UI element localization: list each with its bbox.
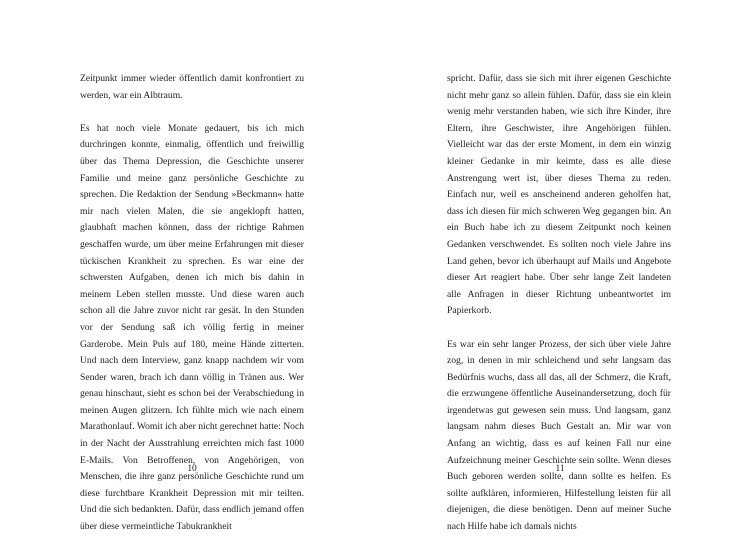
right-page: [375, 0, 750, 533]
right-paragraph-2: Es war ein sehr langer Prozess, der sich über viele Jahre zog, in denen in mir schleichend und sehr langsam das Bedürfnis wuchs, dass all das, all der Schmerz, die Kraft, die erzwungene öffentliche Auseinandersetzung, doch für irgendetwas gut gewesen sein muss. Und langsam, ganz langsam nahm dieses Buch Gestalt an. Mir war von Anfang an wichtig, dass es auf keinen Fall nur eine Aufzeichnung meiner Geschichte sein sollte. Wenn dieses Buch geboren werden sollte, dann sollte es helfen. Es sollte aufklären, informieren, Hilfestellung leisten für all diejenigen, die diese benötigen. Denn auf meiner Suche nach Hilfe habe ich damals nichts: [447, 338, 671, 533]
left-paragraph-1: Zeitpunkt immer wieder öffentlich damit konfrontiert zu werden, war ein Albtraum.: [80, 73, 304, 101]
left-paragraph-2: Es hat noch viele Monate gedauert, bis ich mich durchringen konnte, einmalig, öffentlich und freiwillig über das Thema Depression, die Geschichte unserer Familie und meine ganz persönliche Geschichte zu sprechen. Die Redaktion der Sendung »Beckmann« hatte mir nach vielen Malen, die sie angeklopft hatten, glaubhaft machen können, dass der richtige Rahmen geschaffen wurde, um über meine Erfahrungen mit dieser tückischen Krankheit zu sprechen. Es war eine der schwersten Aufgaben, denen ich mich bis dahin in meinem Leben stellen musste. Und diese waren auch schon all die Jahre zuvor nicht rar gesät. In den Stunden vor der Sendung saß ich völlig fertig in meiner Garderobe. Mein Puls auf 180, meine Hände zitterten. Und nach dem Interview, ganz knapp nachdem wir vom Sender waren, brach ich dann völlig in Tränen aus. Wer genau hinschaut, sieht es schon bei der Verabschiedung in meinen Augen glitzern. Ich fühlte mich wie nach einem Marathonlauf. Womit ich aber nicht gerechnet hatte: Noch in der Nacht der Ausstrahlung erreichten mich fast 1000 E-Mails. Von Betroffenen, von Angehörigen, von Menschen, die ihre ganz persönliche Geschichte rund um diese furchtbare Krankheit Depression mit mir teilten. Und die sich bedankten. Dafür, dass endlich jemand offen über diese vermeintliche Tabukrankheit: [80, 122, 304, 533]
right-paragraph-1: spricht. Dafür, dass sie sich mit ihrer eigenen Geschichte nicht mehr ganz so allein fühlen. Dafür, dass sie ein klein wenig mehr verstanden haben, wie sich ihre Kinder, ihre Eltern, ihre Geschwister, ihre Angehörigen fühlen. Vielleicht war das der erste Moment, in dem ein winzig kleiner Gedanke in mir keimte, dass es alle diese Anstrengung wert ist, über dieses Thema zu reden. Einfach nur, weil es anscheinend anderen geholfen hat, dass ich diesen für mich schweren Weg gegangen bin. An ein Buch habe ich zu diesem Zeitpunkt noch keinen Gedanken verschwendet. Es sollten noch viele Jahre ins Land gehen, bevor ich überhaupt auf Mails und Angebote dieser Art reagiert habe. Über sehr lange Zeit landeten alle Anfragen in dieser Richtung unbeantwortet im Papierkorb.: [447, 73, 671, 317]
right-page-number: 11: [555, 464, 565, 474]
left-page-number: 10: [187, 464, 197, 474]
left-page: [0, 0, 375, 533]
